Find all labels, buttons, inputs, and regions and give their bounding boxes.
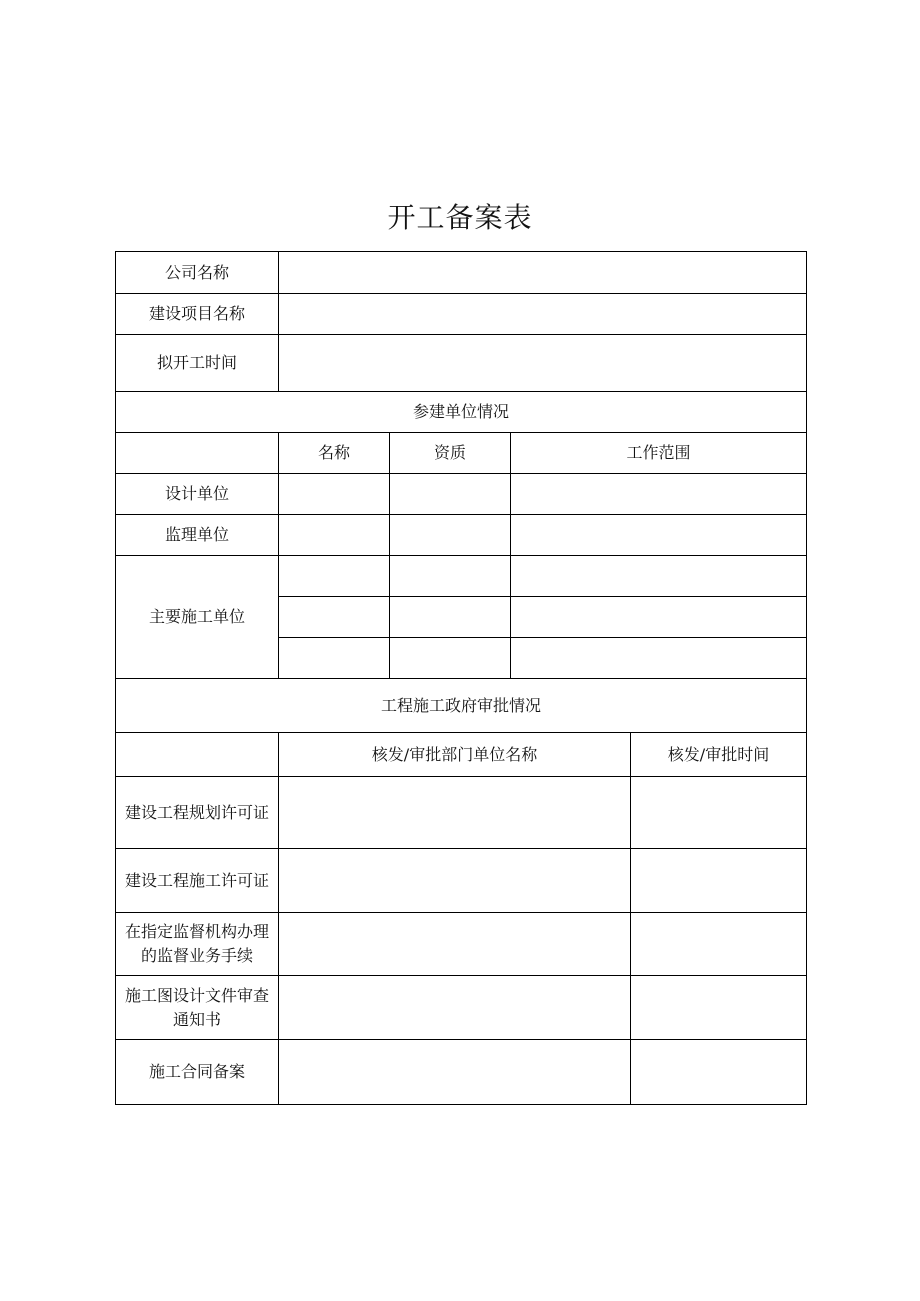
field-construction-scope-2[interactable]: [511, 597, 807, 638]
row-planning-permit: [116, 777, 807, 849]
row-approvals-header: [116, 733, 807, 777]
row-drawing-review: [116, 976, 807, 1040]
field-construction-name-2[interactable]: [279, 597, 390, 638]
row-company-name: [116, 252, 807, 294]
field-supervision-scope[interactable]: [511, 515, 807, 556]
page-title: 开工备案表: [387, 201, 533, 234]
field-supervision-qualification[interactable]: [390, 515, 511, 556]
row-approvals-section: [116, 679, 807, 733]
label-supervision-procedures-line1: 在指定监督机构办理: [124, 922, 269, 941]
label-drawing-review-line2: 通知书: [172, 1009, 221, 1029]
field-project-name[interactable]: [279, 294, 807, 335]
row-project-name: [116, 294, 807, 335]
field-contract-filing-time[interactable]: [631, 1040, 807, 1105]
approvals-header-empty-cell: [116, 733, 279, 777]
header-approval-dept: 核发/审批部门单位名称: [279, 733, 631, 777]
approvals-section-title: 工程施工政府审批情况: [116, 679, 807, 733]
field-planning-permit-time[interactable]: [631, 777, 807, 849]
field-drawing-review-time[interactable]: [631, 976, 807, 1040]
field-construction-permit-dept[interactable]: [279, 849, 631, 913]
label-project-name: 建设项目名称: [116, 294, 279, 335]
label-main-construction-unit: 主要施工单位: [116, 556, 279, 679]
header-name: 名称: [279, 433, 390, 474]
field-construction-qualification-1[interactable]: [390, 556, 511, 597]
field-design-scope[interactable]: [511, 474, 807, 515]
field-construction-scope-1[interactable]: [511, 556, 807, 597]
row-contract-filing: [116, 1040, 807, 1105]
row-participants-header: [116, 433, 807, 474]
label-planning-permit: 建设工程规划许可证: [116, 777, 279, 849]
header-empty-cell: [116, 433, 279, 474]
field-supervision-procedures-dept[interactable]: [279, 913, 631, 976]
label-supervision-procedures: [116, 913, 279, 976]
label-drawing-review: [116, 976, 279, 1040]
row-design-unit: [116, 474, 807, 515]
label-start-time: 拟开工时间: [116, 335, 279, 392]
label-design-unit: 设计单位: [116, 474, 279, 515]
field-construction-scope-3[interactable]: [511, 638, 807, 679]
row-start-time: [116, 335, 807, 392]
field-construction-qualification-3[interactable]: [390, 638, 511, 679]
field-construction-permit-time[interactable]: [631, 849, 807, 913]
field-design-name[interactable]: [279, 474, 390, 515]
row-participants-section: [116, 392, 807, 433]
field-supervision-procedures-time[interactable]: [631, 913, 807, 976]
label-drawing-review-line1: 施工图设计文件审查: [124, 985, 269, 1005]
row-supervision-unit: [116, 515, 807, 556]
field-design-qualification[interactable]: [390, 474, 511, 515]
participants-section-title: 参建单位情况: [116, 392, 807, 433]
field-construction-name-1[interactable]: [279, 556, 390, 597]
header-scope: 工作范围: [511, 433, 807, 474]
row-construction-permit: [116, 849, 807, 913]
filing-form-table: [115, 251, 807, 1105]
row-supervision-procedures: [116, 913, 807, 976]
header-approval-time: 核发/审批时间: [631, 733, 807, 777]
field-supervision-name[interactable]: [279, 515, 390, 556]
field-planning-permit-dept[interactable]: [279, 777, 631, 849]
field-contract-filing-dept[interactable]: [279, 1040, 631, 1105]
field-construction-qualification-2[interactable]: [390, 597, 511, 638]
header-qualification: 资质: [390, 433, 511, 474]
label-construction-permit: 建设工程施工许可证: [116, 849, 279, 913]
field-construction-name-3[interactable]: [279, 638, 390, 679]
row-construction-unit-1: [116, 556, 807, 597]
label-supervision-procedures-line2: 的监督业务手续: [140, 946, 253, 965]
field-drawing-review-dept[interactable]: [279, 976, 631, 1040]
label-supervision-unit: 监理单位: [116, 515, 279, 556]
label-contract-filing: 施工合同备案: [116, 1040, 279, 1105]
field-company-name[interactable]: [279, 252, 807, 294]
field-start-time[interactable]: [279, 335, 807, 392]
label-company-name: 公司名称: [116, 252, 279, 294]
